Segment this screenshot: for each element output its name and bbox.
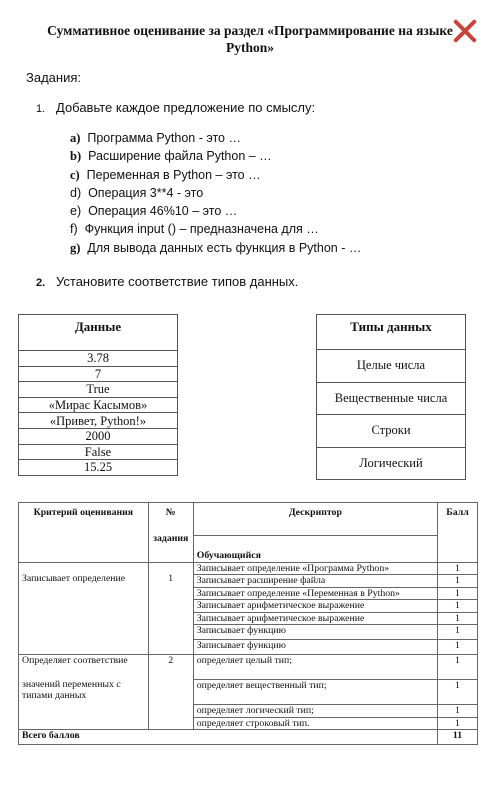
question-2-text: Установите соответствие типов данных. (56, 274, 299, 289)
data-cell: True (19, 382, 178, 398)
option-item: g) Для вывода данных есть функция в Python - … (70, 240, 362, 255)
option-item: b) Расширение файла Python – … (70, 149, 272, 164)
criterion-1-num: 1 (148, 562, 193, 655)
question-1 (36, 100, 315, 115)
option-item: a) Программа Python - это … (70, 131, 241, 145)
table-row: Записывает расширение файла 1 (19, 575, 478, 588)
rubric-header-descriptor: Дескриптор (193, 503, 437, 536)
question-2-number: 2. (36, 277, 46, 289)
data-cell: «Мирас Касымов» (19, 397, 178, 413)
option-item: f) Функция input () – предназначена для … (70, 222, 319, 237)
type-cell: Строки (317, 415, 466, 448)
title-line-2: Python» (225, 40, 274, 55)
data-cell: 15.25 (19, 460, 178, 476)
data-table-header: Данные (19, 315, 178, 351)
table-row: Записывает арифметическое выражение 1 (19, 612, 478, 625)
data-cell: 7 (19, 366, 178, 382)
rubric-header-criterion: Критерий оценивания (19, 503, 149, 563)
data-cell: «Привет, Python!» (19, 413, 178, 429)
data-cell: 3.78 (19, 351, 178, 367)
table-row: Записывает функцию 1 (19, 625, 478, 640)
table-row: Записывает арифметическое выражение 1 (19, 600, 478, 613)
type-cell: Логический (317, 447, 466, 480)
table-row: определяет логический тип; 1 (19, 705, 478, 718)
data-table (18, 314, 178, 476)
question-1-number: 1. (36, 103, 46, 115)
total-value: 11 (438, 730, 478, 745)
option-item: d) Операция 3**4 - это (70, 185, 204, 200)
total-label: Всего баллов (19, 730, 438, 745)
table-row: Определяет соответствие значений переменных с типами данных 2 определяет целый тип; 1 (19, 655, 478, 680)
rubric-header-num: № задания (148, 503, 193, 563)
rubric-header-score: Балл (438, 503, 478, 563)
table-row: Записывает определение «Переменная в Python» 1 (19, 587, 478, 600)
rubric-header-descriptor-sub: Обучающийся (193, 536, 437, 563)
criterion-2-num: 2 (148, 655, 193, 730)
options-list (70, 129, 361, 257)
table-row: Записывает определение 1 Записывает определение «Программа Python» 1 (19, 562, 478, 575)
tasks-label: Задания: (26, 70, 81, 85)
type-cell: Вещественные числа (317, 382, 466, 415)
rubric-table (18, 502, 478, 745)
table-row (19, 730, 478, 745)
table-row: определяет вещественный тип; 1 (19, 680, 478, 705)
criterion-1: Записывает определение (19, 562, 149, 655)
table-row: определяет строковый тип. 1 (19, 717, 478, 730)
types-table (316, 314, 466, 480)
question-1-text: Добавьте каждое предложение по смыслу: (56, 100, 316, 115)
page-title (0, 22, 500, 56)
title-line-1: Суммативное оценивание за раздел «Программирование на языке (47, 23, 453, 38)
criterion-2: Определяет соответствие значений переменных с типами данных (19, 655, 149, 730)
option-item: e) Операция 46%10 – это … (70, 204, 238, 219)
option-item: c) Переменная в Python – это … (70, 167, 261, 182)
data-cell: False (19, 444, 178, 460)
question-2 (36, 274, 298, 289)
type-cell: Целые числа (317, 350, 466, 383)
table-row: Записывает функцию 1 (19, 640, 478, 655)
data-cell: 2000 (19, 428, 178, 444)
types-table-header: Типы данных (317, 315, 466, 350)
close-icon[interactable] (452, 18, 478, 44)
